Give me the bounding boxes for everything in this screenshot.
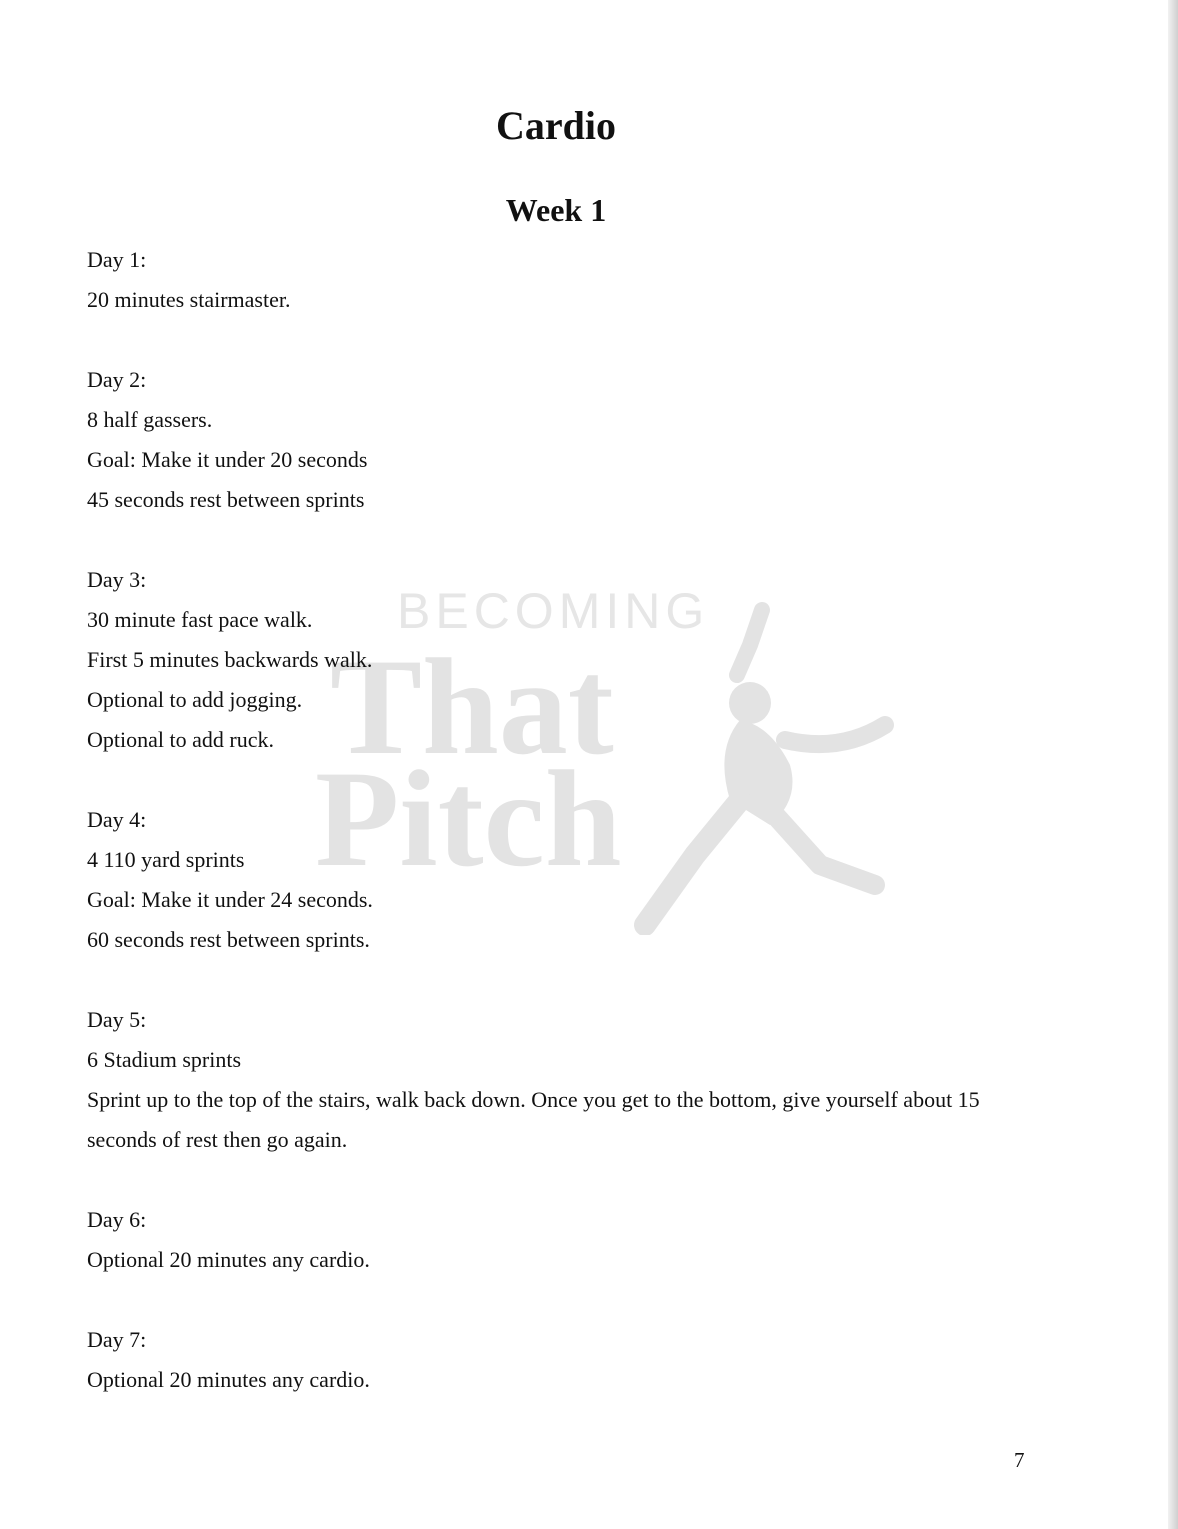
day-instruction: Optional 20 minutes any cardio. bbox=[87, 1247, 370, 1272]
day-instruction: Optional 20 minutes any cardio. bbox=[87, 1367, 370, 1392]
page-edge-shadow bbox=[1168, 0, 1178, 1529]
day-instruction: 20 minutes stairmaster. bbox=[87, 287, 291, 312]
day-instruction: Goal: Make it under 24 seconds. bbox=[87, 887, 373, 912]
watermark-that: That bbox=[330, 630, 614, 783]
day-label: Day 3: bbox=[87, 567, 147, 592]
day-label: Day 1: bbox=[87, 247, 147, 272]
day-label: Day 6: bbox=[87, 1207, 147, 1232]
day-label: Day 2: bbox=[87, 367, 147, 392]
page-number: 7 bbox=[1014, 1448, 1025, 1472]
day-instruction: 60 seconds rest between sprints. bbox=[87, 927, 370, 952]
day-instruction: 6 Stadium sprints bbox=[87, 1047, 242, 1072]
day-block-2 bbox=[87, 360, 1037, 520]
day-instruction: Optional to add ruck. bbox=[87, 727, 274, 752]
day-instruction: Goal: Make it under 20 seconds bbox=[87, 447, 368, 472]
day-block-5 bbox=[87, 1000, 1037, 1160]
watermark-becoming: BECOMING bbox=[397, 583, 710, 639]
day-instruction: 8 half gassers. bbox=[87, 407, 213, 432]
day-block-6 bbox=[87, 1200, 1037, 1280]
watermark-pitch: Pitch bbox=[315, 742, 622, 895]
day-block-7 bbox=[87, 1320, 1037, 1400]
day-instruction: Optional to add jogging. bbox=[87, 687, 303, 712]
day-block-4 bbox=[87, 800, 1037, 960]
day-block-3 bbox=[87, 560, 1037, 760]
day-instruction: 45 seconds rest between sprints bbox=[87, 487, 365, 512]
day-label: Day 5: bbox=[87, 1007, 147, 1032]
cardio-schedule bbox=[87, 240, 1037, 1440]
day-instruction: Sprint up to the top of the stairs, walk back down. Once you get to the bottom, give yourself about 15 seconds of rest then go again. bbox=[87, 1087, 980, 1152]
page-title: Cardio bbox=[496, 103, 616, 148]
day-instruction: 4 110 yard sprints bbox=[87, 847, 245, 872]
week-heading: Week 1 bbox=[505, 192, 607, 228]
day-label: Day 4: bbox=[87, 807, 147, 832]
day-instruction: First 5 minutes backwards walk. bbox=[87, 647, 373, 672]
day-instruction: 30 minute fast pace walk. bbox=[87, 607, 313, 632]
day-block-1 bbox=[87, 240, 1037, 320]
day-label: Day 7: bbox=[87, 1327, 147, 1352]
